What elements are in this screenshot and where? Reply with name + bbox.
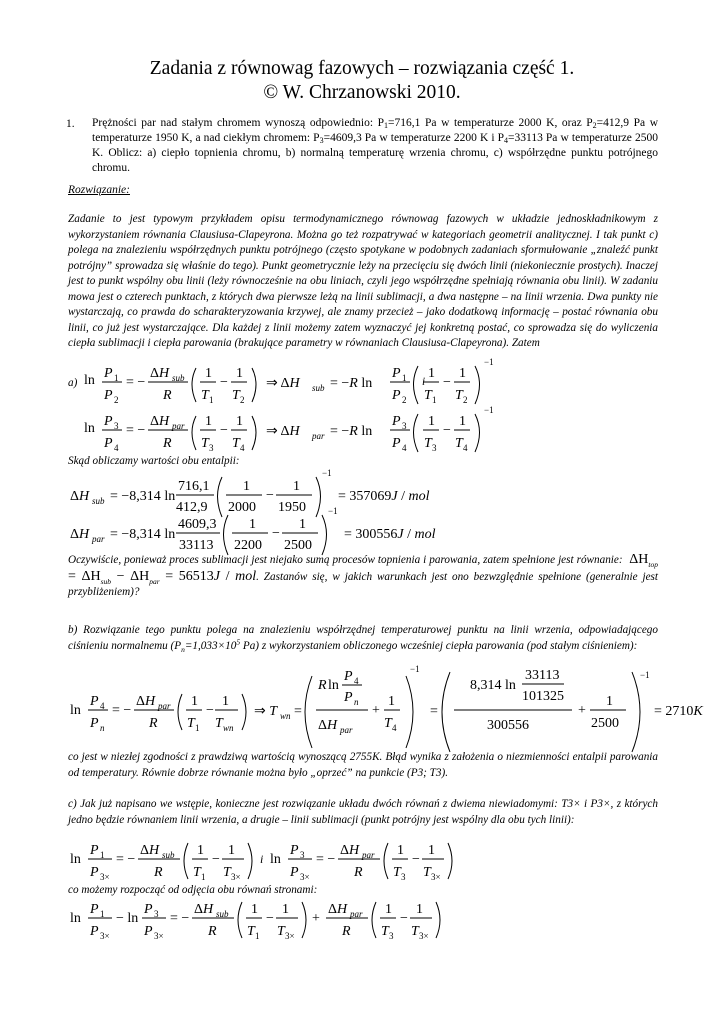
svg-text:⇒ T: ⇒ T	[254, 704, 278, 719]
svg-text:1: 1	[195, 723, 200, 733]
document-title: Zadania z równowag fazowych – rozwiązania część 1.	[149, 58, 575, 79]
svg-text:par: par	[362, 850, 375, 860]
svg-text:4: 4	[354, 676, 359, 686]
svg-text:4: 4	[392, 723, 397, 733]
svg-text:wn: wn	[280, 711, 291, 721]
svg-text:2: 2	[463, 395, 468, 405]
svg-text:3: 3	[209, 443, 214, 453]
svg-text:3×: 3×	[431, 872, 441, 882]
svg-text:= −: = −	[126, 423, 146, 438]
svg-text:T: T	[455, 436, 463, 451]
svg-text:ln: ln	[84, 421, 95, 436]
svg-text:−1: −1	[328, 506, 338, 516]
svg-text:−: −	[266, 488, 274, 503]
svg-text:T: T	[423, 865, 431, 880]
svg-text:R: R	[354, 865, 363, 880]
svg-text:−: −	[220, 375, 228, 390]
svg-text:i: i	[260, 852, 264, 866]
conjunction-i: i	[422, 376, 426, 388]
svg-text:2: 2	[240, 395, 245, 405]
svg-text:ΔH: ΔH	[318, 718, 338, 733]
svg-text:3: 3	[402, 421, 407, 431]
svg-text:3: 3	[114, 421, 119, 431]
svg-text:−1: −1	[640, 670, 650, 680]
svg-text:1: 1	[293, 479, 300, 494]
svg-text:−: −	[206, 703, 214, 718]
svg-text:1: 1	[114, 373, 119, 383]
problem-number: 1.	[66, 118, 75, 130]
svg-text:P: P	[344, 669, 353, 684]
svg-text:4: 4	[114, 443, 119, 453]
svg-text:par: par	[92, 534, 105, 544]
svg-text:ln: ln	[84, 373, 95, 388]
svg-text:1: 1	[388, 694, 395, 709]
svg-text:par: par	[172, 421, 185, 431]
svg-text:1: 1	[222, 694, 229, 709]
svg-text:P: P	[90, 694, 99, 709]
svg-text:par: par	[158, 701, 171, 711]
svg-text:33113: 33113	[525, 668, 560, 683]
svg-text:1: 1	[428, 366, 435, 381]
svg-text:P: P	[104, 414, 113, 429]
svg-text:T: T	[393, 865, 401, 880]
svg-text:=: =	[430, 704, 438, 719]
svg-text:T: T	[424, 388, 432, 403]
svg-text:T: T	[424, 436, 432, 451]
svg-text:3: 3	[401, 872, 406, 882]
svg-text:P: P	[392, 388, 401, 403]
svg-text:wn: wn	[223, 723, 234, 733]
svg-text:− ln: − ln	[116, 911, 139, 926]
svg-text:1: 1	[416, 902, 423, 917]
solution-heading: Rozwiązanie:	[68, 184, 130, 196]
equation-system-c	[70, 843, 452, 882]
svg-text:ΔH: ΔH	[70, 527, 90, 542]
svg-text:R: R	[163, 388, 172, 403]
svg-text:= −8,314 ln: = −8,314 ln	[110, 489, 176, 504]
svg-text:P: P	[104, 436, 113, 451]
svg-text:ΔH: ΔH	[70, 489, 90, 504]
svg-text:T: T	[232, 436, 240, 451]
svg-text:⇒ ΔH: ⇒ ΔH	[266, 376, 300, 391]
svg-text:−: −	[443, 423, 451, 438]
svg-text:412,9: 412,9	[176, 500, 208, 515]
svg-text:= −: = −	[126, 375, 146, 390]
svg-text:par: par	[312, 431, 325, 441]
svg-text:n: n	[100, 723, 105, 733]
svg-text:P: P	[290, 865, 299, 880]
svg-text:1: 1	[228, 843, 235, 858]
svg-text:1: 1	[385, 902, 392, 917]
svg-text:ΔH: ΔH	[140, 843, 160, 858]
svg-text:3×: 3×	[231, 872, 241, 882]
svg-text:R: R	[149, 716, 158, 731]
svg-text:1: 1	[402, 373, 407, 383]
svg-text:4609,3: 4609,3	[178, 517, 217, 532]
svg-text:ln: ln	[270, 852, 281, 867]
fusion-equation: $\Delta H_{top} = \Delta H_{sub} - \Delta H_{par} = 56513J$ / mol	[68, 552, 658, 586]
svg-text:−1: −1	[410, 664, 420, 674]
svg-text:T: T	[247, 924, 255, 939]
svg-text:n: n	[354, 697, 359, 707]
svg-text:3: 3	[389, 931, 394, 941]
equation-sublimation	[84, 357, 494, 405]
svg-text:3: 3	[432, 443, 437, 453]
svg-text:−: −	[400, 911, 408, 926]
intro-paragraph: Zadanie to jest typowym przykładem opisu termodynamicznego równowag fazowych w układzie jednoskładnikowym z wykorzystaniem równania Clausiusa-Clapeyrona. Można go też rozpatrywać w kategoriach geometrii analitycznej. I tak punkt c) polega na znalezieniu współrzędnych punktu potrójnego (często spotykane w podobnych zadaniach sformułowanie „znaleźć punkt potrójny” sprowadza się właśnie do tego). Punkt geometrycznie leży na przecięciu się dwóch linii (niekoniecznie prostych). Inaczej jest to punkt wspólny obu linii (leży równocześnie na obu liniach, czyli jego współrzędne spełniają równania obu linii). W zadaniu mowa jest o czterech punktach, z których dwa pierwsze leżą na linii sublimacji, a dwa następne – na linii wrzenia. Dwa punkty nie wystarczają, co prawda do scharakteryzowania krzywej, ale znamy przecież – jako dodatkową informację – postać równania obu linii, co już jest wystarczające. Dla każdej z linii możemy zatem wyznaczyć jej konkretną postać, co sprowadza się do wyliczenia ciepła sublimacji i ciepła parowania (brakujące parametry w równaniach Clausiusa-Clapeyrona). Zatem	[68, 213, 658, 349]
svg-text:P: P	[90, 924, 99, 939]
svg-text:P: P	[104, 388, 113, 403]
svg-text:ln: ln	[328, 678, 339, 693]
svg-text:= −R ln: = −R ln	[330, 424, 373, 439]
svg-text:1: 1	[251, 902, 258, 917]
svg-text:P: P	[392, 366, 401, 381]
svg-text:3: 3	[154, 909, 159, 919]
svg-text:1: 1	[243, 479, 250, 494]
svg-text:−: −	[272, 526, 280, 541]
svg-text:ln: ln	[70, 703, 81, 718]
svg-text:= −R ln: = −R ln	[330, 376, 373, 391]
svg-text:1: 1	[249, 517, 256, 532]
svg-text:1: 1	[205, 414, 212, 429]
svg-text:ln: ln	[70, 911, 81, 926]
svg-text:1: 1	[209, 395, 214, 405]
part-b-paragraph: b) Rozwiązanie tego punktu polega na znalezieniu współrzędnej temperaturowej punktu na linii wrzenia, odpowiadającego ciśnieniu normalnemu ($P_n=1,033\times 10^5$ Pa) z wykorzystaniem obliczonego wcześniej ciepła parowania (pod stałym ciśnieniem):	[68, 624, 658, 654]
svg-text:T: T	[193, 865, 201, 880]
svg-text:sub: sub	[312, 383, 325, 393]
svg-text:−: −	[266, 911, 274, 926]
svg-text:R: R	[318, 678, 327, 693]
svg-text:sub: sub	[162, 850, 175, 860]
svg-text:T: T	[384, 716, 392, 731]
svg-text:sub: sub	[216, 909, 229, 919]
svg-text:4: 4	[100, 701, 105, 711]
svg-text:T: T	[187, 716, 195, 731]
svg-text:−1: −1	[484, 405, 494, 415]
svg-text:T: T	[215, 716, 223, 731]
svg-text:2200: 2200	[234, 538, 262, 553]
svg-text:sub: sub	[92, 496, 105, 506]
svg-text:P: P	[290, 843, 299, 858]
svg-text:1: 1	[201, 872, 206, 882]
svg-text:3×: 3×	[100, 931, 110, 941]
svg-text:par: par	[350, 909, 363, 919]
svg-text:−1: −1	[484, 357, 494, 367]
svg-text:P: P	[104, 366, 113, 381]
svg-text:3×: 3×	[154, 931, 164, 941]
svg-text:−: −	[212, 852, 220, 867]
svg-text:4: 4	[463, 443, 468, 453]
svg-text:1: 1	[428, 843, 435, 858]
svg-text:1: 1	[299, 517, 306, 532]
svg-text:P: P	[90, 865, 99, 880]
svg-text:−1: −1	[322, 468, 332, 478]
svg-text:R: R	[163, 436, 172, 451]
svg-text:1: 1	[236, 414, 243, 429]
svg-text:101325: 101325	[522, 689, 564, 704]
svg-text:1: 1	[397, 843, 404, 858]
svg-text:P: P	[144, 902, 153, 917]
svg-text:T: T	[455, 388, 463, 403]
part-c-paragraph: c) Jak już napisano we wstępie, konieczne jest rozwiązanie układu dwóch równań z dwiema niewiadomymi: T3× i P3×, z których jedno będzie równaniem linii wrzenia, a drugie – linii sublimacji (punkt potrójny jest wspólny dla obu tych linii):	[68, 798, 658, 826]
svg-text:−: −	[443, 375, 451, 390]
svg-text:T: T	[232, 388, 240, 403]
svg-text:ΔH: ΔH	[340, 843, 360, 858]
svg-text:+: +	[312, 911, 320, 926]
svg-text:P: P	[90, 843, 99, 858]
svg-text:2: 2	[402, 395, 407, 405]
svg-text:1: 1	[191, 694, 198, 709]
svg-text:T: T	[223, 865, 231, 880]
svg-text:3: 3	[300, 850, 305, 860]
problem-statement: Prężności par nad stałym chromem wynoszą odpowiednio: $P_1=716,1$ Pa w temperaturze 2000 K, oraz $P_2=412,9$ Pa w temperaturze 1950 K, a nad ciekłym chromem: $P_3=4609,3$ Pa w temperaturze 2200 K i $P_4=33113$ Pa w temperaturze 2500 K. Oblicz: a) ciepło topnienia chromu, b) normalną temperaturę wrzenia chromu, c) współrzędne punktu potrójnego chromu.	[92, 117, 659, 174]
svg-text:sub: sub	[172, 373, 185, 383]
svg-text:T: T	[201, 388, 209, 403]
equation-vaporization	[84, 405, 494, 453]
svg-text:R: R	[342, 924, 351, 939]
svg-text:=: =	[294, 704, 302, 719]
svg-text:= −: = −	[116, 852, 136, 867]
svg-text:ln: ln	[70, 852, 81, 867]
svg-text:P: P	[392, 436, 401, 451]
document-author: © W. Chrzanowski 2010.	[263, 82, 461, 103]
svg-text:= −: = −	[112, 703, 132, 718]
svg-text:1: 1	[236, 366, 243, 381]
svg-text:1: 1	[205, 366, 212, 381]
svg-text:3×: 3×	[285, 931, 295, 941]
svg-text:= 357069J / mol: = 357069J / mol	[338, 489, 430, 504]
svg-text:1: 1	[459, 366, 466, 381]
svg-text:+: +	[372, 703, 380, 718]
svg-text:T: T	[411, 924, 419, 939]
svg-text:ΔH: ΔH	[136, 694, 156, 709]
svg-text:1: 1	[459, 414, 466, 429]
svg-text:+: +	[578, 703, 586, 718]
part-a-label: a)	[68, 377, 78, 389]
svg-text:−: −	[412, 852, 420, 867]
svg-text:33113: 33113	[179, 538, 214, 553]
svg-text:= 2710K: = 2710K	[654, 704, 703, 719]
svg-text:⇒ ΔH: ⇒ ΔH	[266, 424, 300, 439]
svg-text:P: P	[90, 902, 99, 917]
svg-text:P: P	[144, 924, 153, 939]
svg-text:P: P	[344, 690, 353, 705]
svg-text:1: 1	[428, 414, 435, 429]
svg-text:T: T	[201, 436, 209, 451]
svg-text:2000: 2000	[228, 500, 256, 515]
svg-text:4: 4	[402, 443, 407, 453]
svg-text:2500: 2500	[284, 538, 312, 553]
part-b-comment: co jest w niezłej zgodności z prawdziwą wartością wynoszącą 2755K. Błąd wynika z założenia o niezmienności entalpii parowania od temperatury. Równie dobrze równanie można było „oprzeć” na punkcie (P3; T3).	[68, 751, 658, 779]
svg-text:1950: 1950	[278, 500, 306, 515]
svg-text:716,1: 716,1	[178, 479, 210, 494]
equation-subtraction-c	[70, 902, 440, 941]
svg-text:ΔH: ΔH	[150, 366, 170, 381]
calc-sublimation	[70, 468, 430, 517]
svg-text:3×: 3×	[419, 931, 429, 941]
svg-text:8,314 ln: 8,314 ln	[470, 678, 516, 693]
part-c-comment: co możemy rozpocząć od odjęcia obu równań stronami:	[68, 884, 318, 896]
svg-text:ΔH: ΔH	[328, 902, 348, 917]
svg-text:T: T	[277, 924, 285, 939]
svg-text:4: 4	[240, 443, 245, 453]
svg-text:2: 2	[114, 395, 119, 405]
equation-boiling-point	[70, 664, 703, 752]
svg-text:= −: = −	[316, 852, 336, 867]
svg-text:3×: 3×	[100, 872, 110, 882]
svg-text:1: 1	[197, 843, 204, 858]
svg-text:par: par	[340, 725, 353, 735]
svg-text:P: P	[90, 716, 99, 731]
svg-text:1: 1	[432, 395, 437, 405]
svg-text:ΔH: ΔH	[150, 414, 170, 429]
fusion-text-start: Oczywiście, ponieważ proces sublimacji jest niejako sumą procesów topnienia i parowania, zatem spełnione jest równanie:	[68, 554, 623, 566]
enthalpy-intro: Skąd obliczamy wartości obu entalpii:	[68, 455, 240, 467]
svg-text:1: 1	[255, 931, 260, 941]
svg-text:T: T	[381, 924, 389, 939]
svg-text:1: 1	[282, 902, 289, 917]
svg-text:300556: 300556	[487, 718, 529, 733]
svg-text:R: R	[154, 865, 163, 880]
svg-text:P: P	[392, 414, 401, 429]
svg-text:2500: 2500	[591, 716, 619, 731]
fusion-text-end: . Zastanów się, w jakich warunkach jest ono bezwzględnie spełnione (generalnie jest przybliżeniem)?	[68, 570, 659, 598]
svg-text:= 300556J / mol: = 300556J / mol	[344, 527, 436, 542]
svg-text:ΔH: ΔH	[194, 902, 214, 917]
svg-text:3×: 3×	[300, 872, 310, 882]
svg-text:= −8,314 ln: = −8,314 ln	[110, 527, 176, 542]
svg-text:1: 1	[100, 850, 105, 860]
svg-text:−: −	[220, 423, 228, 438]
svg-text:1: 1	[606, 694, 613, 709]
svg-text:= −: = −	[170, 911, 190, 926]
svg-text:1: 1	[100, 909, 105, 919]
svg-text:R: R	[208, 924, 217, 939]
